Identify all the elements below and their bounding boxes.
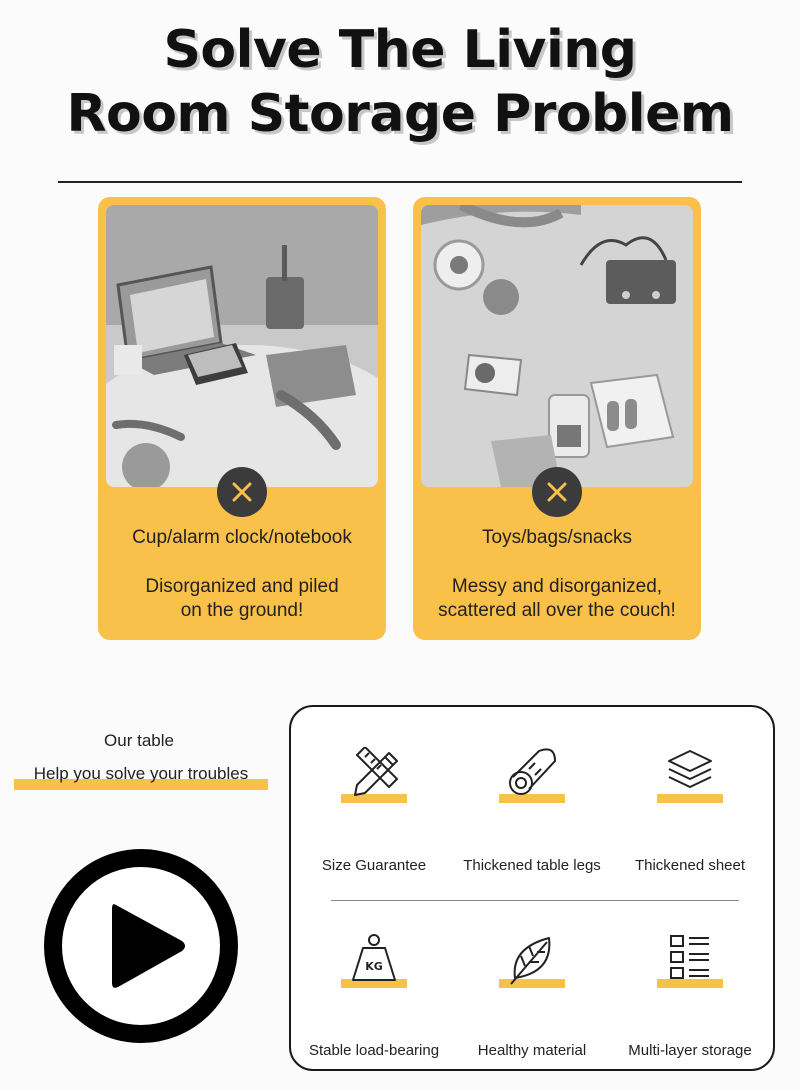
title-line-2: Room Storage Problem xyxy=(66,84,734,144)
feature-healthy-material xyxy=(457,932,607,1062)
couch-photo-2 xyxy=(421,205,693,487)
title-line-1: Solve The Living xyxy=(163,20,637,80)
problem-card-1 xyxy=(98,197,386,640)
svg-text:KG: KG xyxy=(365,960,383,973)
feature-label: Size Guarantee xyxy=(321,857,427,874)
living-room-photo-1 xyxy=(106,205,378,487)
features-divider xyxy=(331,900,739,901)
title-divider xyxy=(58,181,742,183)
card-note-line-1: Messy and disorganized, xyxy=(451,576,663,597)
layers-icon xyxy=(657,747,723,803)
feature-thickened-legs xyxy=(457,747,607,877)
feature-size-guarantee xyxy=(299,747,449,877)
card-note-line-2: on the ground! xyxy=(180,600,304,621)
feature-load-bearing xyxy=(299,932,449,1062)
card-note xyxy=(112,575,372,623)
close-badge xyxy=(532,467,582,517)
close-icon xyxy=(217,467,267,517)
table-leg-icon xyxy=(499,747,565,803)
ruler-pencil-icon xyxy=(341,747,407,803)
play-icon[interactable] xyxy=(42,847,240,1045)
feature-multi-layer xyxy=(615,932,765,1062)
close-icon xyxy=(532,467,582,517)
leaf-icon xyxy=(499,932,565,988)
feature-thickened-sheet xyxy=(615,747,765,877)
problem-card-2 xyxy=(413,197,701,640)
tagline: Help you solve your troubles xyxy=(14,763,268,790)
close-badge xyxy=(217,467,267,517)
our-table-label: Our table xyxy=(104,731,174,750)
card-caption: Toys/bags/snacks xyxy=(482,527,632,548)
page-title xyxy=(0,18,800,146)
card-note xyxy=(427,575,687,623)
weight-icon xyxy=(341,932,407,988)
feature-label: Stable load-bearing xyxy=(308,1042,440,1059)
features-panel xyxy=(289,705,775,1071)
card-note-line-2: scattered all over the couch! xyxy=(438,600,676,621)
feature-label: Healthy material xyxy=(477,1042,587,1059)
card-caption: Cup/alarm clock/notebook xyxy=(132,527,352,548)
card-note-line-1: Disorganized and piled xyxy=(145,576,339,597)
feature-label: Multi-layer storage xyxy=(628,1042,752,1059)
play-button[interactable] xyxy=(42,847,240,1045)
feature-label: Thickened sheet xyxy=(634,857,746,874)
list-icon xyxy=(657,932,723,988)
feature-label: Thickened table legs xyxy=(463,857,601,874)
